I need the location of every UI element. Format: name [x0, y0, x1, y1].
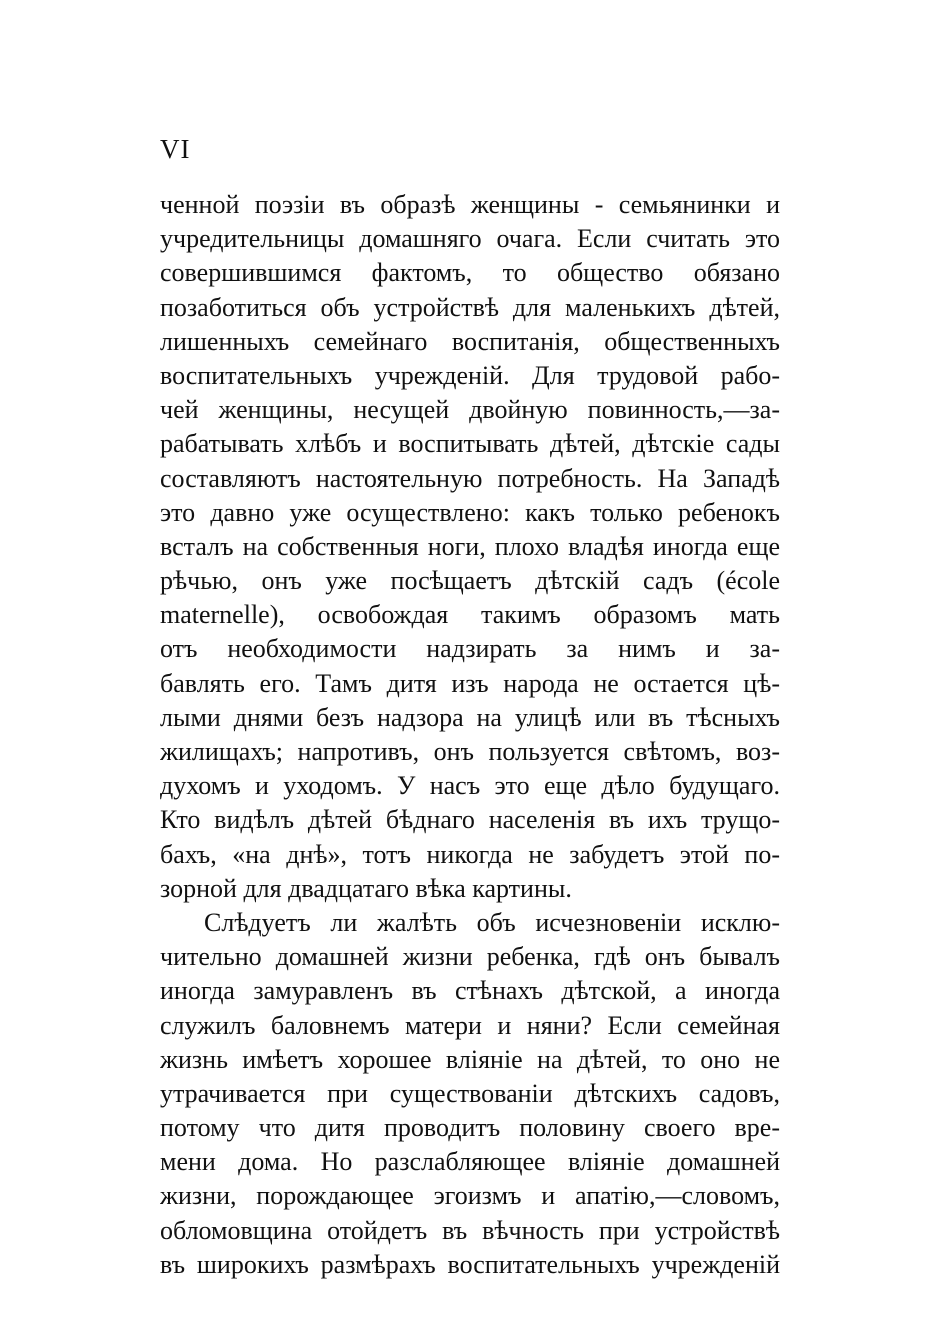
text-line: жизни, порождающее эгоизмъ и апатію,—словомъ, — [160, 1181, 780, 1211]
text-line: позаботиться объ устройствѣ для маленькихъ дѣтей, — [160, 292, 780, 322]
text-line: жизнь имѣетъ хорошее вліяніе на дѣтей, то оно не — [160, 1044, 780, 1074]
text-line: отъ необходимости надзирать за нимъ и за- — [160, 634, 780, 664]
text-line: учредительницы домашняго очага. Если считать это — [160, 224, 780, 254]
text-line: лыми днями безъ надзора на улицѣ или въ тѣсныхъ — [160, 702, 780, 732]
text-line: maternelle), освобождая такимъ образомъ мать — [160, 600, 780, 630]
text-line: въ широкихъ размѣрахъ воспитательныхъ учрежденій — [160, 1249, 780, 1279]
text-line: бавлять его. Тамъ дитя изъ народа не остается цѣ- — [160, 668, 780, 698]
page-number: VI — [160, 134, 191, 164]
text-line: мени дома. Но разслабляющее вліяніе домашней — [160, 1147, 780, 1177]
text-line: чей женщины, несущей двойную повинность,—за- — [160, 395, 780, 425]
body-text — [160, 188, 780, 1282]
text-line: рабатывать хлѣбъ и воспитывать дѣтей, дѣтскіе сады — [160, 429, 780, 459]
text-line: Слѣдуетъ ли жалѣть объ исчезновеніи исклю- — [204, 907, 780, 937]
text-line: воспитательныхъ учрежденій. Для трудовой рабо- — [160, 360, 780, 390]
text-line: служилъ баловнемъ матери и няни? Если семейная — [160, 1010, 780, 1040]
text-line: составляютъ настоятельную потребность. На Западѣ — [160, 463, 780, 493]
text-line: духомъ и уходомъ. У насъ это еще дѣло будущаго. — [160, 771, 780, 801]
text-line: Кто видѣлъ дѣтей бѣднаго населенія въ ихъ трущо- — [160, 805, 780, 835]
text-line: иногда замуравленъ въ стѣнахъ дѣтской, а иногда — [160, 976, 780, 1006]
text-line: зорной для двадцатаго вѣка картины. — [160, 873, 572, 903]
text-line: чительно домашней жизни ребенка, гдѣ онъ бывалъ — [160, 942, 780, 972]
text-line: потому что дитя проводитъ половину своего вре- — [160, 1113, 780, 1143]
text-line: обломовщина отойдетъ въ вѣчность при устройствѣ — [160, 1215, 780, 1245]
text-line: ченной поэзіи въ образѣ женщины - семьянинки и — [160, 190, 780, 219]
text-line: всталъ на собственныя ноги, плохо владѣя иногда еще — [160, 531, 780, 561]
text-line: лишенныхъ семейнаго воспитанія, общественныхъ — [160, 326, 780, 356]
text-line: совершившимся фактомъ, то общество обязано — [160, 258, 780, 288]
text-line: бахъ, «на днѣ», тотъ никогда не забудетъ этой по- — [160, 839, 780, 869]
text-line: жилищахъ; напротивъ, онъ пользуется свѣтомъ, воз- — [160, 737, 780, 766]
text-line: утрачивается при существованіи дѣтскихъ садовъ, — [160, 1078, 780, 1108]
text-line: это давно уже осуществлено: какъ только ребенокъ — [160, 497, 780, 527]
text-line: рѣчью, онъ уже посѣщаетъ дѣтскій садъ (école — [160, 566, 780, 596]
